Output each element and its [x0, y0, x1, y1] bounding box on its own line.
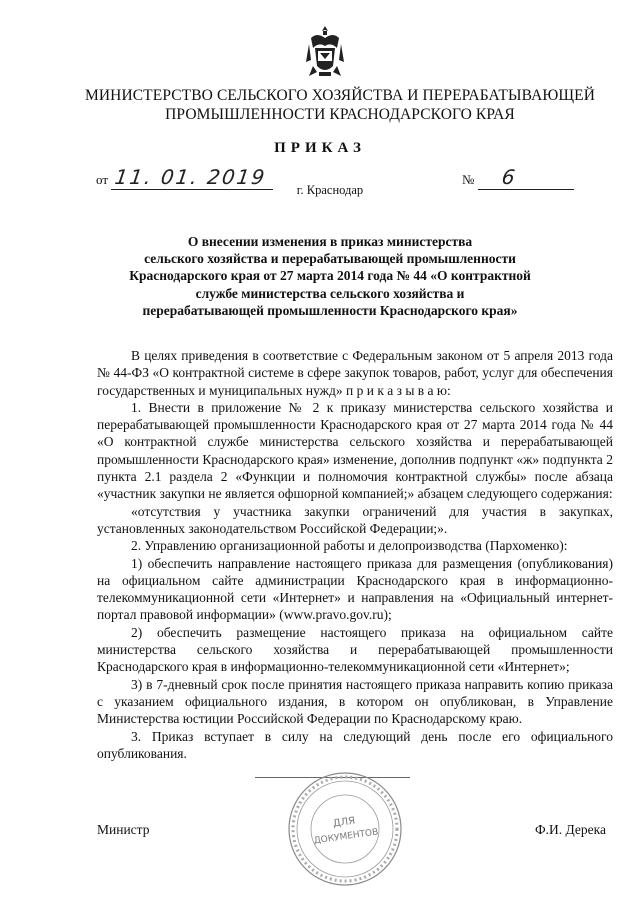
number-value: 6 [499, 165, 519, 189]
ministry-name-line2: ПРОМЫШЛЕННОСТИ КРАСНОДАРСКОГО КРАЯ [165, 106, 515, 123]
clause-3-paragraph: 3. Приказ вступает в силу на следующий день после его официального опубликования. [97, 728, 613, 761]
coat-of-arms-icon [303, 22, 347, 80]
stamp-text-line1: ДЛЯ [332, 815, 356, 830]
subject-line1: О внесении изменения в приказ министерства [187, 234, 473, 249]
order-body [97, 347, 613, 762]
subject-line3: Краснодарского края от 27 марта 2014 года № 44 «О контрактной [129, 268, 531, 284]
signatory-name: Ф.И. Дерека [535, 822, 606, 837]
clause-1-quote-paragraph: «отсутствия у участника закупки ограничений для участия в закупках, установленных законодательством Российской Федерации;». [97, 503, 613, 536]
order-title: ПРИКАЗ [274, 140, 366, 156]
subject-line4: службе министерства сельского хозяйства и [195, 285, 465, 301]
order-subject [120, 233, 540, 319]
ministry-name [60, 86, 620, 124]
date-value: 11. 01. 2019 [113, 165, 269, 189]
date-prefix: от [96, 172, 109, 187]
clause-2-3-paragraph: 3) в 7-дневный срок после принятия настоящего приказа направить копию приказа с указанием официального издания, в котором он опубликован, в Управление Министерства юстиции Российской Федерации по Краснодарскому краю. [97, 676, 613, 727]
clause-2-paragraph: 2. Управлению организационной работы и делопроизводства (Пархоменко): [131, 538, 568, 554]
official-stamp-icon [286, 770, 404, 888]
number-prefix: № [462, 172, 475, 187]
stamp-text-line2: ДОКУМЕНТОВ [313, 827, 379, 847]
order-city: г. Краснодар [296, 183, 364, 197]
signatory-position: Министр [97, 822, 150, 837]
preamble-paragraph: В целях приведения в соответствие с Федеральным законом от 5 апреля 2013 года № 44-ФЗ «О контрактной системе в сфере закупок товаров, работ, услуг для обеспечения государственных и муниципальных нужд» п р и к а з ы в а ю: [97, 348, 613, 398]
ministry-name-line1: МИНИСТЕРСТВО СЕЛЬСКОГО ХОЗЯЙСТВА И ПЕРЕРАБАТЫВАЮЩЕЙ [84, 87, 595, 104]
clause-2-1-paragraph: 1) обеспечить направление настоящего приказа для размещения (опубликования) на официальном сайте администрации Краснодарского края в информационно-телекоммуникационной сети «Интернет» и направления на «Официальный интернет-портал правовой информации» (www.pravo.gov.ru); [97, 555, 613, 623]
subject-line5: перерабатывающей промышленности Краснодарского края» [142, 302, 518, 318]
subject-line2: сельского хозяйства и перерабатывающей промышленности [144, 251, 516, 267]
clause-1-paragraph: 1. Внести в приложение № 2 к приказу министерства сельского хозяйства и перерабатывающей промышленности Краснодарского края от 27 марта 2014 года № 44 «О контрактной службе министерства сельского хозяйства и перерабатывающей промышленности Краснодарского края» изменение, дополнив подпункт «ж» подпункта 2 пункта 2.1 раздела 2 «Функции и полномочия контрактной службы» после абзаца «участник закупки не является офшорной компанией;» абзацем следующего содержания: [97, 399, 613, 502]
clause-2-2-paragraph: 2) обеспечить размещение настоящего приказа на официальном сайте министерства сельского хозяйства и перерабатывающей промышленности Краснодарского края в информационно-телекоммуникационной сети «Интернет»; [97, 624, 613, 675]
